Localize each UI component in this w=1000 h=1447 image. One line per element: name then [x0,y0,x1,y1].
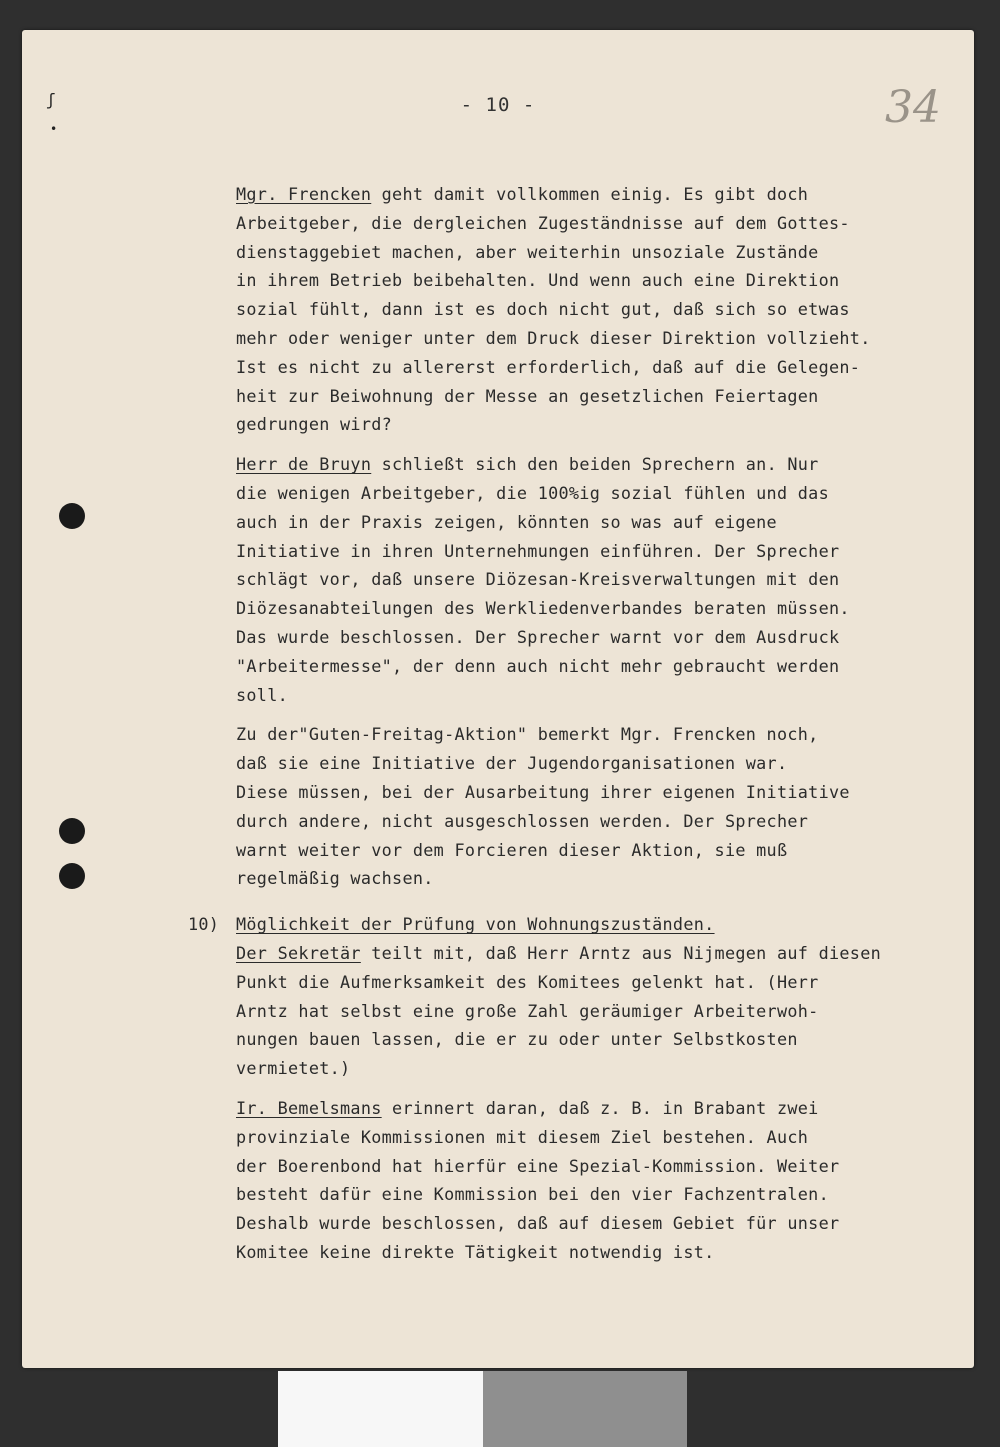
item-title: Möglichkeit der Prüfung von Wohnungszuständen. [236,914,715,935]
paragraph-text: erinnert daran, daß z. B. in Brabant zwei provinziale Kommissionen mit diesem Ziel bestehen. Auch der Boerenbond hat hierfür eine Spezial-Kommission. Weiter besteht dafür eine Kommission bei den vier Fachzentralen. Deshalb wurde beschlossen, daß auf diesem Gebiet für unser Komitee keine direkte Tätigkeit notwendig ist. [236,1097,840,1262]
speaker-name: Der Sekretär [236,942,361,963]
paragraph-text: Zu der"Guten-Freitag-Aktion" bemerkt Mgr. Frencken noch, daß sie eine Initiative der Jugendorganisationen war. Diese müssen, bei der Ausarbeitung ihrer eigenen Initiative durch andere, nicht ausgeschlossen werden. Der Sprecher warnt weiter vor dem Forcieren dieser Aktion, sie muß regelmäßig wachsen. [236,724,850,889]
scan-calibration-white-patch [278,1371,483,1447]
paragraph-guten-freitag [236,720,966,893]
scan-calibration-grey-patch [483,1371,687,1447]
paragraph-text: geht damit vollkommen einig. Es gibt doch Arbeitgeber, die dergleichen Zugeständnisse auf dem Gottes- dienstaggebiet machen, aber weiterhin unsoziale Zustände in ihrem Betrieb beibehalten. Und wenn auch eine Direktion sozial fühlt, dann ist es doch nicht gut, daß sich so etwas mehr oder weniger unter dem Druck dieser Direktion vollzieht. Ist es nicht zu allererst erforderlich, daß auf die Gelegen- heit zur Beiwohnung der Messe an gesetzlichen Feiertagen gedrungen wird? [236,184,871,435]
agenda-item-10 [188,910,966,1267]
item-number: 10) [188,914,220,935]
speaker-name: Mgr. Frencken [236,184,372,204]
document-page [22,30,974,1368]
punch-hole-bottom [59,863,85,889]
margin-dot-mark: • [50,122,58,136]
margin-mark: ʃ [46,90,56,109]
punch-hole-middle [59,818,85,844]
paragraph-frencken [236,180,966,439]
punch-hole-top [59,503,85,529]
paragraph-sekretaer [236,939,966,1083]
typed-text-body [188,180,966,1278]
speaker-name: Ir. Bemelsmans [236,1097,382,1118]
speaker-name: Herr de Bruyn [236,454,372,475]
archive-number: 34 [885,82,941,133]
paragraph-bemelsmans [236,1094,966,1267]
paragraph-de-bruyn [236,450,966,709]
paragraph-text: schließt sich den beiden Sprechern an. Nur die wenigen Arbeitgeber, die 100%ig sozial fühlen und das auch in der Praxis zeigen, könnten so was auf eigene Initiative in ihren Unternehmungen einführen. Der Sprecher schlägt vor, daß unsere Diözesan-Kreisverwaltungen mit den Diözesanabteilungen des Werkliedenverbandes beraten müssen. Das wurde beschlossen. Der Sprecher warnt vor dem Ausdruck "Arbeitermesse", der denn auch nicht mehr gebraucht werden soll. [236,454,850,705]
paragraph-text: teilt mit, daß Herr Arntz aus Nijmegen auf diesen Punkt die Aufmerksamkeit des Komitees gelenkt hat. (Herr Arntz hat selbst eine große Zahl geräumiger Arbeiterwoh- nungen bauen lassen, die er zu oder unter Selbstkosten vermietet.) [236,942,882,1079]
page-number: - 10 - [460,94,536,116]
